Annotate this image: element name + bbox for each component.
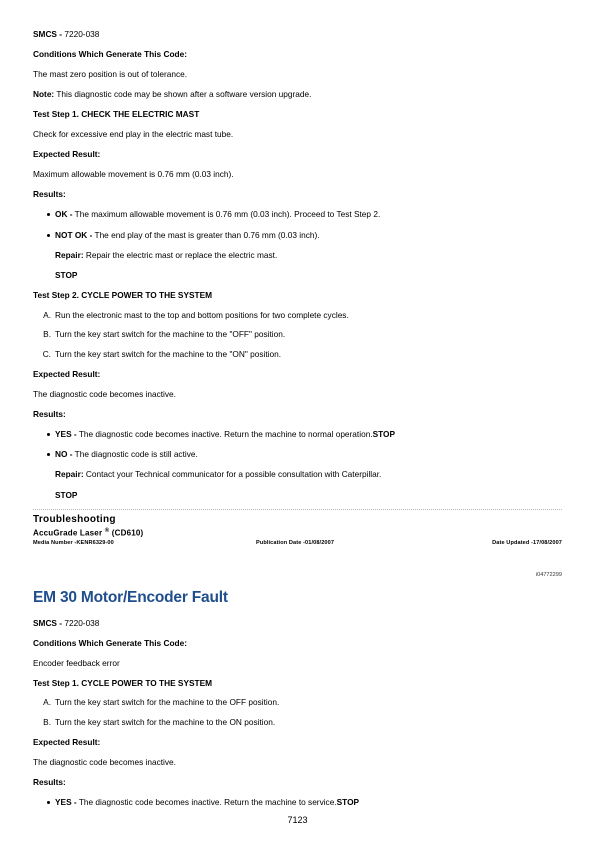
stop-label: STOP (55, 490, 78, 500)
result-yes-item: YES - The diagnostic code becomes inactive. Return the machine to normal operation.STOP (55, 429, 396, 439)
conditions-text: Encoder feedback error (33, 658, 120, 668)
media-number: Media Number -KENR6329-00 (33, 540, 114, 546)
conditions-heading: Conditions Which Generate This Code: (33, 638, 187, 648)
step-2-item-b: B. Turn the key start switch for the machine to the "OFF" position. (43, 329, 286, 339)
expected-result-heading: Expected Result: (33, 737, 101, 747)
results-heading: Results: (33, 189, 66, 199)
section-title: EM 30 Motor/Encoder Fault (33, 589, 228, 606)
expected-result-text: Maximum allowable movement is 0.76 mm (0.03 inch). (33, 169, 234, 179)
result-ok-item: OK - The maximum allowable movement is 0.76 mm (0.03 inch). Proceed to Test Step 2. (55, 209, 381, 219)
expected-result-text: The diagnostic code becomes inactive. (33, 757, 176, 767)
results-heading: Results: (33, 777, 66, 787)
step-2-item-a: A. Run the electronic mast to the top and bottom positions for two complete cycles. (43, 310, 349, 320)
test-step-1-heading: Test Step 1. CHECK THE ELECTRIC MAST (33, 109, 200, 119)
result-yes-item: YES - The diagnostic code becomes inactive. Return the machine to service.STOP (55, 797, 360, 807)
publication-date: Publication Date -01/08/2007 (256, 540, 335, 546)
result-not-ok-item: NOT OK - The end play of the mast is greater than 0.76 mm (0.03 inch). (55, 230, 320, 240)
section-divider (33, 509, 562, 510)
smcs-line: SMCS - 7220-038 (33, 29, 100, 39)
conditions-heading: Conditions Which Generate This Code: (33, 49, 187, 59)
step-1-item-b: B. Turn the key start switch for the machine to the ON position. (43, 717, 276, 727)
step-2-item-c: C. Turn the key start switch for the machine to the "ON" position. (42, 349, 282, 359)
stop-label: STOP (55, 270, 78, 280)
test-step-1-text: Check for excessive end play in the electric mast tube. (33, 129, 234, 139)
document-id: i04772299 (535, 572, 562, 578)
note-line: Note: This diagnostic code may be shown after a software version upgrade. (33, 89, 312, 99)
expected-result-text: The diagnostic code becomes inactive. (33, 389, 176, 399)
result-no-item: NO - The diagnostic code is still active. (55, 449, 198, 459)
repair-line: Repair: Contact your Technical communicator for a possible consultation with Caterpillar. (55, 469, 382, 479)
page-number: 7123 (287, 815, 308, 825)
expected-result-heading: Expected Result: (33, 149, 101, 159)
date-updated: Date Updated -17/08/2007 (492, 540, 562, 546)
smcs-line: SMCS - 7220-038 (33, 618, 100, 628)
results-heading: Results: (33, 409, 66, 419)
step-1-item-a: A. Turn the key start switch for the machine to the OFF position. (43, 697, 280, 707)
test-step-1-heading: Test Step 1. CYCLE POWER TO THE SYSTEM (33, 678, 213, 688)
test-step-2-heading: Test Step 2. CYCLE POWER TO THE SYSTEM (33, 290, 213, 300)
product-title: AccuGrade Laser ® (CD610) (33, 528, 144, 538)
conditions-text: The mast zero position is out of tolerance. (33, 69, 188, 79)
repair-line: Repair: Repair the electric mast or replace the electric mast. (55, 250, 278, 260)
expected-result-heading: Expected Result: (33, 369, 101, 379)
troubleshooting-title: Troubleshooting (33, 514, 116, 525)
